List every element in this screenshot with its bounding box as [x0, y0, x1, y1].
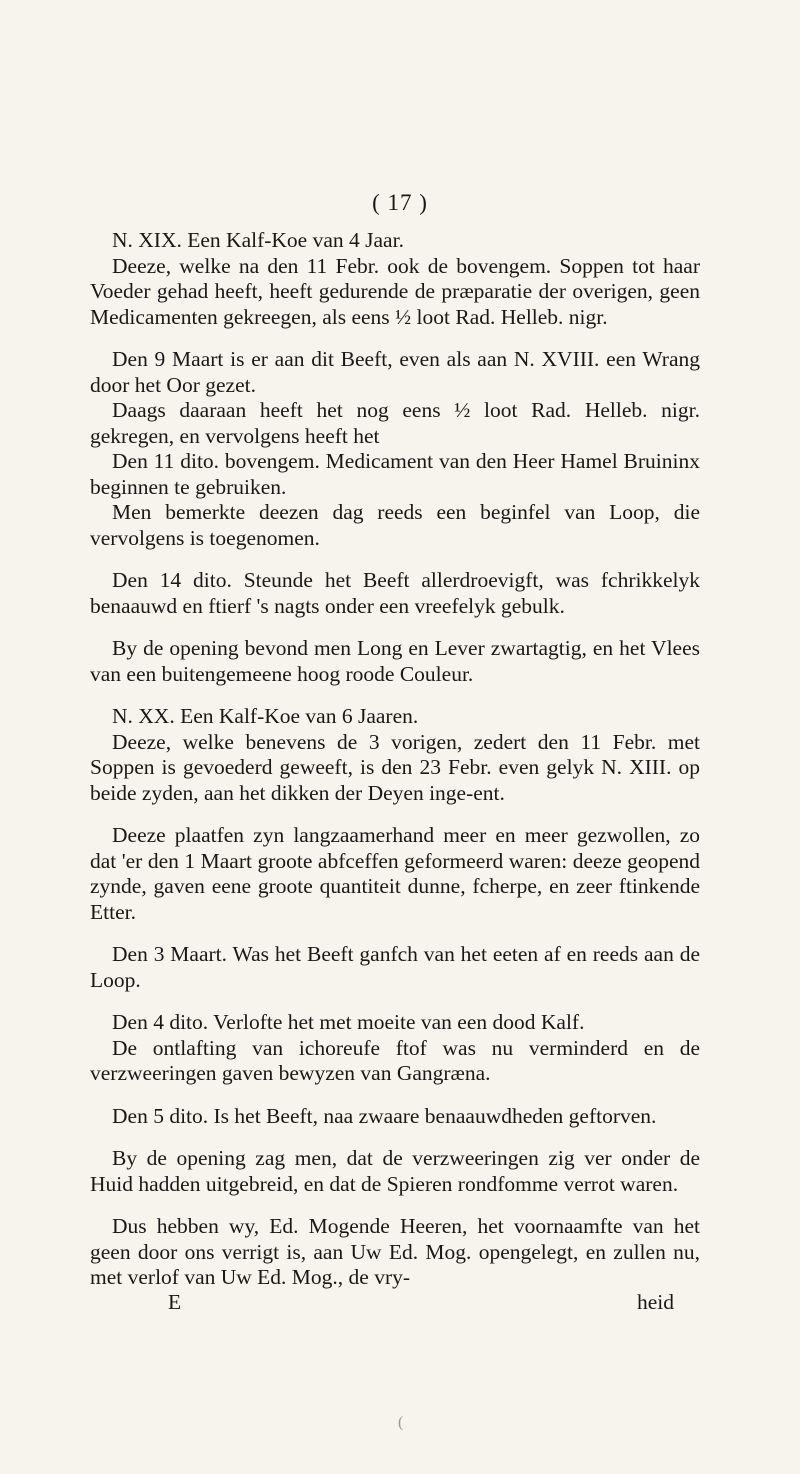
heading-nxx: N. XX. Een Kalf-Koe van 6 Jaaren.	[112, 704, 419, 728]
paragraph: Men bemerkte deezen dag reeds een beginfel van Loop, die vervolgens is toegenomen.	[90, 500, 700, 550]
heading-nxix: N. XIX. Een Kalf-Koe van 4 Jaar.	[112, 228, 404, 252]
paragraph: Den 5 dito. Is het Beeft, naa zwaare benaauwdheden geftorven.	[112, 1103, 657, 1128]
paragraph: Daags daaraan heeft het nog eens ½ loot Rad. Helleb. nigr. gekregen, en vervolgens heeft het	[90, 398, 700, 448]
paragraph: De ontlafting van ichoreufe ftof was nu verminderd en de verzweeringen gaven bewyzen van Gangræna.	[90, 1035, 700, 1085]
paragraph: Den 11 dito. bovengem. Medicament van den Heer Hamel Bruininx beginnen te gebruiken.	[90, 449, 700, 499]
body-text	[90, 228, 700, 1315]
signature-mark: E	[168, 1289, 182, 1314]
paragraph: By de opening zag men, dat de verzweeringen zig ver onder de Huid hadden uitgebreid, en dat de Spieren rondfomme verrot waren.	[90, 1146, 700, 1196]
bottom-mark: (	[398, 1414, 404, 1431]
paragraph: Den 4 dito. Verlofte het met moeite van een dood Kalf.	[112, 1010, 585, 1034]
paragraph: Den 9 Maart is er aan dit Beeft, even als aan N. XVIII. een Wrang door het Oor gezet.	[90, 347, 700, 397]
paragraph: Den 3 Maart. Was het Beeft ganfch van het eeten af en reeds aan de Loop.	[90, 942, 700, 992]
page-footer-line	[90, 1290, 700, 1316]
page-number: ( 17 )	[372, 190, 428, 215]
paragraph: Dus hebben wy, Ed. Mogende Heeren, het voornaamfte van het geen door ons verrigt is, aan Uw Ed. Mog. opengelegt, en zullen nu, met verlof van Uw Ed. Mog., de vry-	[90, 1214, 700, 1289]
paragraph: Deeze plaatfen zyn langzaamerhand meer en meer gezwollen, zo dat 'er den 1 Maart groote abfceffen geformeerd waren: deeze geopend zynde, gaven eene groote quantiteit dunne, fcherpe, en zeer ftinkende Etter.	[90, 823, 700, 924]
paragraph: By de opening bevond men Long en Lever zwartagtig, en het Vlees van een buitengemeene hoog roode Couleur.	[90, 636, 700, 686]
paragraph: Den 14 dito. Steunde het Beeft allerdroevigft, was fchrikkelyk benaauwd en ftierf 's nagts onder een vreefelyk gebulk.	[90, 568, 700, 618]
paragraph: Deeze, welke na den 11 Febr. ook de bovengem. Soppen tot haar Voeder gehad heeft, heeft gedurende de præparatie der overigen, geen Medicamenten gekreegen, als eens ½ loot Rad. Helleb. nigr.	[90, 253, 700, 329]
catchword: heid	[636, 1289, 674, 1314]
paragraph: Deeze, welke benevens de 3 vorigen, zedert den 11 Febr. met Soppen is gevoederd geweeft, is den 23 Febr. even gelyk N. XIII. op beide zyden, aan het dikken der Deyen inge-ent.	[90, 729, 700, 805]
